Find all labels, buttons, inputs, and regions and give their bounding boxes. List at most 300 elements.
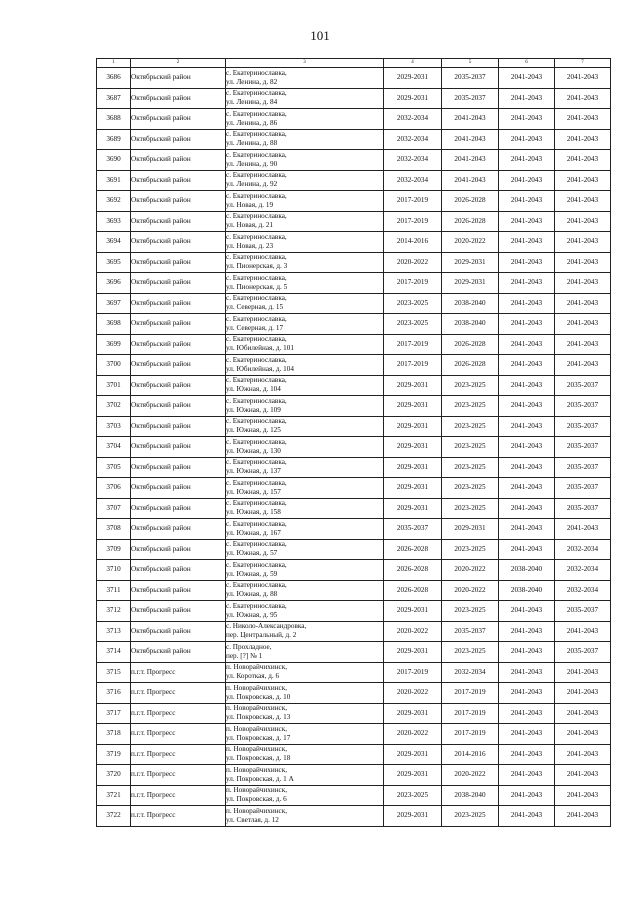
district-name: Октябрьский район	[131, 129, 226, 150]
row-number: 3687	[97, 88, 131, 109]
row-number: 3715	[97, 662, 131, 683]
address-street: ул. Южная, д. 88	[226, 590, 278, 599]
table-row	[97, 478, 611, 499]
address-street: ул. Покровская, д. 17	[226, 733, 291, 742]
district-name: Октябрьский район	[131, 232, 226, 253]
table-row	[97, 252, 611, 273]
district-name: Октябрьский район	[131, 355, 226, 376]
period-col5: 2026-2028	[442, 355, 499, 376]
address-street: ул. Новая, д. 21	[226, 221, 274, 230]
address-locality: п. Новорайчихинск,	[226, 786, 288, 795]
address-street: пер. [?] № 1	[226, 651, 263, 660]
address-street: ул. Ленина, д. 84	[226, 98, 278, 107]
table-row	[97, 129, 611, 150]
address-locality: с. Екатеринославка,	[226, 191, 287, 200]
address	[226, 232, 384, 253]
period-col4: 2029-2031	[384, 498, 442, 519]
row-number: 3719	[97, 744, 131, 765]
period-col7: 2035-2037	[555, 416, 611, 437]
row-number: 3708	[97, 519, 131, 540]
district-name: Октябрьский район	[131, 642, 226, 663]
table-row	[97, 211, 611, 232]
row-number: 3690	[97, 150, 131, 171]
period-col4: 2014-2016	[384, 232, 442, 253]
row-number: 3689	[97, 129, 131, 150]
row-number: 3696	[97, 273, 131, 294]
period-col4: 2026-2028	[384, 539, 442, 560]
period-col4: 2029-2031	[384, 806, 442, 827]
district-name: Октябрьский район	[131, 539, 226, 560]
period-col7: 2041-2043	[555, 683, 611, 704]
row-number: 3697	[97, 293, 131, 314]
period-col6: 2041-2043	[499, 519, 555, 540]
period-col6: 2041-2043	[499, 785, 555, 806]
period-col7: 2041-2043	[555, 191, 611, 212]
district-name: п.г.т. Прогресс	[131, 744, 226, 765]
address-street: ул. Ленина, д. 88	[226, 139, 278, 148]
district-name: Октябрьский район	[131, 560, 226, 581]
table-row	[97, 765, 611, 786]
address-street: ул. Пионерская, д. 5	[226, 282, 288, 291]
table-row	[97, 703, 611, 724]
period-col7: 2041-2043	[555, 211, 611, 232]
address-locality: с. Екатеринославка,	[226, 560, 287, 569]
period-col5: 2023-2025	[442, 457, 499, 478]
district-name: Октябрьский район	[131, 498, 226, 519]
period-col5: 2041-2043	[442, 170, 499, 191]
period-col7: 2041-2043	[555, 621, 611, 642]
district-name: Октябрьский район	[131, 88, 226, 109]
table-row	[97, 785, 611, 806]
address-street: ул. Южная, д. 137	[226, 467, 281, 476]
period-col6: 2041-2043	[499, 457, 555, 478]
address-street: ул. Покровская, д. 10	[226, 692, 291, 701]
district-name: Октябрьский район	[131, 334, 226, 355]
address-locality: с. Екатеринославка,	[226, 294, 287, 303]
table-row	[97, 232, 611, 253]
address-street: ул. Южная, д. 130	[226, 446, 281, 455]
address-locality: с. Екатеринославка,	[226, 68, 287, 77]
address-street: ул. Покровская, д. 13	[226, 713, 291, 722]
period-col7: 2041-2043	[555, 765, 611, 786]
address	[226, 601, 384, 622]
period-col7: 2035-2037	[555, 601, 611, 622]
address-locality: с. Екатеринославка,	[226, 314, 287, 323]
table-row	[97, 109, 611, 130]
district-name: Октябрьский район	[131, 519, 226, 540]
period-col7: 2041-2043	[555, 703, 611, 724]
address-locality: с. Екатеринославка,	[226, 355, 287, 364]
period-col5: 2017-2019	[442, 683, 499, 704]
period-col5: 2023-2025	[442, 416, 499, 437]
address-locality: с. Екатеринославка,	[226, 499, 287, 508]
address	[226, 314, 384, 335]
address	[226, 109, 384, 130]
address	[226, 621, 384, 642]
address	[226, 88, 384, 109]
period-col5: 2023-2025	[442, 478, 499, 499]
table-row	[97, 519, 611, 540]
period-col4: 2023-2025	[384, 785, 442, 806]
district-name: Октябрьский район	[131, 375, 226, 396]
table-row	[97, 355, 611, 376]
period-col5: 2035-2037	[442, 68, 499, 89]
district-name: Октябрьский район	[131, 191, 226, 212]
address	[226, 170, 384, 191]
district-name: Октябрьский район	[131, 457, 226, 478]
period-col5: 2014-2016	[442, 744, 499, 765]
address	[226, 683, 384, 704]
housing-register-table	[96, 58, 611, 827]
district-name: Октябрьский район	[131, 150, 226, 171]
address-locality: п. Новорайчихинск,	[226, 765, 288, 774]
row-number: 3704	[97, 437, 131, 458]
period-col7: 2035-2037	[555, 478, 611, 499]
period-col5: 2032-2034	[442, 662, 499, 683]
period-col4: 2017-2019	[384, 191, 442, 212]
period-col6: 2041-2043	[499, 211, 555, 232]
column-header-6: 6	[499, 59, 555, 68]
address-street: ул. Новая, д. 23	[226, 241, 274, 250]
row-number: 3716	[97, 683, 131, 704]
address	[226, 355, 384, 376]
period-col4: 2017-2019	[384, 334, 442, 355]
period-col4: 2029-2031	[384, 642, 442, 663]
period-col4: 2020-2022	[384, 683, 442, 704]
period-col6: 2041-2043	[499, 498, 555, 519]
address-street: ул. Южная, д. 125	[226, 426, 281, 435]
period-col4: 2020-2022	[384, 252, 442, 273]
period-col6: 2041-2043	[499, 129, 555, 150]
period-col7: 2041-2043	[555, 232, 611, 253]
period-col4: 2029-2031	[384, 396, 442, 417]
address-locality: с. Прохладное,	[226, 642, 272, 651]
period-col4: 2017-2019	[384, 273, 442, 294]
period-col5: 2023-2025	[442, 601, 499, 622]
table-row	[97, 621, 611, 642]
period-col5: 2023-2025	[442, 806, 499, 827]
address-locality: с. Екатеринославка,	[226, 335, 287, 344]
address-street: ул. Южная, д. 109	[226, 405, 281, 414]
period-col7: 2041-2043	[555, 88, 611, 109]
period-col5: 2023-2025	[442, 375, 499, 396]
period-col7: 2035-2037	[555, 457, 611, 478]
address-street: ул. Южная, д. 158	[226, 508, 281, 517]
address-locality: п. Новорайчихинск,	[226, 663, 288, 672]
column-header-2: 2	[131, 59, 226, 68]
period-col4: 2029-2031	[384, 375, 442, 396]
address-locality: с. Екатеринославка,	[226, 273, 287, 282]
period-col7: 2032-2034	[555, 539, 611, 560]
address	[226, 580, 384, 601]
row-number: 3721	[97, 785, 131, 806]
period-col7: 2035-2037	[555, 375, 611, 396]
address-locality: с. Екатеринославка,	[226, 458, 287, 467]
period-col5: 2026-2028	[442, 334, 499, 355]
district-name: п.г.т. Прогресс	[131, 703, 226, 724]
address	[226, 150, 384, 171]
period-col5: 2029-2031	[442, 519, 499, 540]
address	[226, 498, 384, 519]
table-row	[97, 642, 611, 663]
period-col4: 2029-2031	[384, 703, 442, 724]
address-street: ул. Ленина, д. 82	[226, 77, 278, 86]
table-row	[97, 396, 611, 417]
address-street: ул. Южная, д. 157	[226, 487, 281, 496]
address-street: ул. Южная, д. 59	[226, 569, 278, 578]
period-col5: 2041-2043	[442, 109, 499, 130]
row-number: 3695	[97, 252, 131, 273]
district-name: Октябрьский район	[131, 437, 226, 458]
address-locality: с. Екатеринославка,	[226, 232, 287, 241]
district-name: Октябрьский район	[131, 478, 226, 499]
period-col6: 2041-2043	[499, 642, 555, 663]
table-row	[97, 416, 611, 437]
period-col5: 2041-2043	[442, 129, 499, 150]
period-col4: 2023-2025	[384, 314, 442, 335]
period-col5: 2041-2043	[442, 150, 499, 171]
period-col4: 2017-2019	[384, 355, 442, 376]
period-col5: 2017-2019	[442, 703, 499, 724]
row-number: 3707	[97, 498, 131, 519]
period-col6: 2041-2043	[499, 232, 555, 253]
table-row	[97, 170, 611, 191]
period-col5: 2035-2037	[442, 88, 499, 109]
period-col5: 2035-2037	[442, 621, 499, 642]
period-col7: 2035-2037	[555, 498, 611, 519]
period-col7: 2041-2043	[555, 68, 611, 89]
period-col6: 2041-2043	[499, 68, 555, 89]
table-row	[97, 662, 611, 683]
address-street: ул. Южная, д. 57	[226, 549, 278, 558]
address-street: ул. Светлая, д. 12	[226, 815, 279, 824]
period-col6: 2041-2043	[499, 765, 555, 786]
column-header-3: 3	[226, 59, 384, 68]
district-name: Октябрьский район	[131, 580, 226, 601]
period-col6: 2041-2043	[499, 621, 555, 642]
table-row	[97, 334, 611, 355]
period-col7: 2041-2043	[555, 252, 611, 273]
address-locality: с. Екатеринославка,	[226, 396, 287, 405]
period-col5: 2020-2022	[442, 560, 499, 581]
district-name: Октябрьский район	[131, 211, 226, 232]
address-street: ул. Покровская, д. 6	[226, 795, 287, 804]
period-col4: 2020-2022	[384, 724, 442, 745]
period-col5: 2029-2031	[442, 252, 499, 273]
period-col4: 2032-2034	[384, 129, 442, 150]
row-number: 3710	[97, 560, 131, 581]
district-name: Октябрьский район	[131, 170, 226, 191]
period-col5: 2029-2031	[442, 273, 499, 294]
period-col5: 2026-2028	[442, 211, 499, 232]
district-name: п.г.т. Прогресс	[131, 683, 226, 704]
address-locality: с. Екатеринославка,	[226, 601, 287, 610]
period-col4: 2032-2034	[384, 170, 442, 191]
period-col7: 2041-2043	[555, 109, 611, 130]
period-col7: 2041-2043	[555, 662, 611, 683]
address-street: пер. Центральный, д. 2	[226, 631, 297, 640]
period-col4: 2029-2031	[384, 601, 442, 622]
row-number: 3692	[97, 191, 131, 212]
period-col7: 2041-2043	[555, 170, 611, 191]
address	[226, 765, 384, 786]
address-street: ул. Покровская, д. 18	[226, 754, 291, 763]
table-row	[97, 539, 611, 560]
district-name: Октябрьский район	[131, 109, 226, 130]
column-number-row	[97, 59, 611, 68]
period-col6: 2041-2043	[499, 314, 555, 335]
period-col6: 2041-2043	[499, 703, 555, 724]
period-col7: 2035-2037	[555, 642, 611, 663]
period-col5: 2023-2025	[442, 498, 499, 519]
period-col7: 2041-2043	[555, 129, 611, 150]
period-col6: 2041-2043	[499, 437, 555, 458]
district-name: Октябрьский район	[131, 621, 226, 642]
period-col7: 2041-2043	[555, 744, 611, 765]
row-number: 3705	[97, 457, 131, 478]
period-col5: 2023-2025	[442, 396, 499, 417]
address	[226, 806, 384, 827]
address-locality: с. Екатеринославка,	[226, 89, 287, 98]
period-col6: 2041-2043	[499, 170, 555, 191]
period-col7: 2035-2037	[555, 396, 611, 417]
table-row	[97, 744, 611, 765]
table-row	[97, 273, 611, 294]
row-number: 3693	[97, 211, 131, 232]
address-street: ул. Южная, д. 95	[226, 610, 278, 619]
period-col4: 2029-2031	[384, 744, 442, 765]
district-name: Октябрьский район	[131, 273, 226, 294]
period-col7: 2041-2043	[555, 293, 611, 314]
row-number: 3714	[97, 642, 131, 663]
table-row	[97, 437, 611, 458]
address-locality: с. Екатеринославка,	[226, 150, 287, 159]
address	[226, 211, 384, 232]
period-col6: 2041-2043	[499, 662, 555, 683]
address-locality: с. Екатеринославка,	[226, 212, 287, 221]
period-col4: 2029-2031	[384, 416, 442, 437]
period-col7: 2032-2034	[555, 580, 611, 601]
table-row	[97, 498, 611, 519]
period-col6: 2041-2043	[499, 396, 555, 417]
period-col7: 2041-2043	[555, 314, 611, 335]
period-col6: 2041-2043	[499, 334, 555, 355]
address-street: ул. Северная, д. 17	[226, 323, 284, 332]
address	[226, 437, 384, 458]
district-name: Октябрьский район	[131, 252, 226, 273]
page-number: 101	[310, 28, 330, 43]
period-col4: 2017-2019	[384, 662, 442, 683]
district-name: п.г.т. Прогресс	[131, 806, 226, 827]
table-row	[97, 314, 611, 335]
row-number: 3698	[97, 314, 131, 335]
row-number: 3718	[97, 724, 131, 745]
period-col5: 2026-2028	[442, 191, 499, 212]
row-number: 3694	[97, 232, 131, 253]
period-col6: 2041-2043	[499, 806, 555, 827]
address	[226, 478, 384, 499]
period-col6: 2041-2043	[499, 724, 555, 745]
row-number: 3700	[97, 355, 131, 376]
period-col4: 2029-2031	[384, 437, 442, 458]
row-number: 3711	[97, 580, 131, 601]
address	[226, 662, 384, 683]
address-locality: с. Екатеринославка,	[226, 130, 287, 139]
row-number: 3688	[97, 109, 131, 130]
address	[226, 273, 384, 294]
period-col7: 2041-2043	[555, 273, 611, 294]
district-name: Октябрьский район	[131, 416, 226, 437]
district-name: Октябрьский район	[131, 314, 226, 335]
period-col4: 2017-2019	[384, 211, 442, 232]
period-col7: 2032-2034	[555, 560, 611, 581]
period-col7: 2041-2043	[555, 806, 611, 827]
period-col5: 2023-2025	[442, 642, 499, 663]
district-name: Октябрьский район	[131, 601, 226, 622]
period-col6: 2041-2043	[499, 601, 555, 622]
address-street: ул. Северная, д. 15	[226, 303, 284, 312]
address	[226, 68, 384, 89]
period-col6: 2041-2043	[499, 683, 555, 704]
address	[226, 293, 384, 314]
period-col6: 2038-2040	[499, 560, 555, 581]
row-number: 3699	[97, 334, 131, 355]
period-col4: 2029-2031	[384, 457, 442, 478]
row-number: 3713	[97, 621, 131, 642]
period-col7: 2041-2043	[555, 355, 611, 376]
table-row	[97, 191, 611, 212]
address-street: ул. Короткая, д. 6	[226, 672, 280, 681]
period-col6: 2041-2043	[499, 355, 555, 376]
column-header-5: 5	[442, 59, 499, 68]
address	[226, 785, 384, 806]
address-locality: п. Новорайчихинск,	[226, 683, 288, 692]
table-row	[97, 375, 611, 396]
address-street: ул. Пионерская, д. 3	[226, 262, 288, 271]
district-name: п.г.т. Прогресс	[131, 765, 226, 786]
district-name: Октябрьский район	[131, 68, 226, 89]
period-col6: 2041-2043	[499, 416, 555, 437]
column-header-4: 4	[384, 59, 442, 68]
row-number: 3717	[97, 703, 131, 724]
row-number: 3712	[97, 601, 131, 622]
period-col5: 2020-2022	[442, 580, 499, 601]
address	[226, 519, 384, 540]
period-col6: 2041-2043	[499, 293, 555, 314]
period-col7: 2041-2043	[555, 519, 611, 540]
period-col4: 2029-2031	[384, 68, 442, 89]
period-col5: 2020-2022	[442, 232, 499, 253]
row-number: 3703	[97, 416, 131, 437]
period-col6: 2041-2043	[499, 150, 555, 171]
address-locality: п. Новорайчихинск,	[226, 806, 288, 815]
row-number: 3706	[97, 478, 131, 499]
period-col6: 2041-2043	[499, 539, 555, 560]
address	[226, 375, 384, 396]
address-locality: с. Екатеринославка,	[226, 376, 287, 385]
table-row	[97, 88, 611, 109]
address-street: ул. Южная, д. 167	[226, 528, 281, 537]
period-col4: 2026-2028	[384, 560, 442, 581]
address	[226, 642, 384, 663]
address-locality: п. Новорайчихинск,	[226, 724, 288, 733]
address-street: ул. Ленина, д. 92	[226, 180, 278, 189]
table-row	[97, 724, 611, 745]
period-col5: 2023-2025	[442, 539, 499, 560]
period-col4: 2029-2031	[384, 765, 442, 786]
row-number: 3720	[97, 765, 131, 786]
address	[226, 252, 384, 273]
